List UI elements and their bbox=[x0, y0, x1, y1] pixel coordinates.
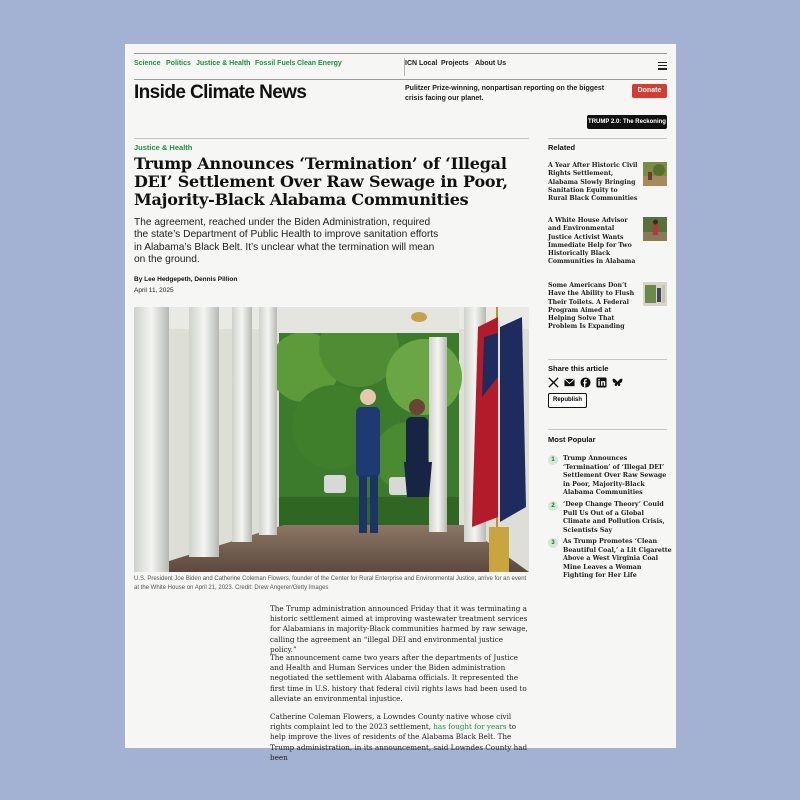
nav-icn-local[interactable]: ICN Local bbox=[405, 60, 438, 67]
article-headline: Trump Announces ‘Termination’ of ‘Illegal DEI’ Settlement Over Raw Sewage in Poor, Majority-Black Alabama Communities bbox=[134, 154, 508, 209]
hero-photo bbox=[134, 307, 529, 572]
bluesky-icon[interactable] bbox=[612, 377, 623, 388]
top-nav bbox=[134, 53, 667, 80]
nav-fossil-fuels[interactable]: Fossil Fuels bbox=[255, 60, 296, 67]
related-thumbnail[interactable] bbox=[643, 162, 667, 186]
site-logo[interactable]: Inside Climate News bbox=[134, 82, 307, 103]
x-icon[interactable] bbox=[548, 377, 559, 388]
related-heading: Related bbox=[548, 143, 576, 152]
menu-icon[interactable] bbox=[658, 62, 667, 70]
rank-badge: 3 bbox=[548, 538, 558, 548]
related-item[interactable] bbox=[548, 282, 667, 342]
article-paragraph: The announcement came two years after the departments of Justice and Health and Human Services under the Biden administration negotiated the settlement with Alabama officials. It represented the first time in U.S. history that federal civil rights laws had been used to alleviate an environmental injustice. bbox=[270, 653, 527, 703]
promo-button[interactable]: TRUMP 2.0: The Reckoning bbox=[587, 115, 667, 129]
nav-clean-energy[interactable]: Clean Energy bbox=[297, 60, 342, 67]
nav-projects[interactable]: Projects bbox=[441, 60, 469, 67]
republish-button[interactable]: Republish bbox=[548, 393, 587, 408]
nav-about-us[interactable]: About Us bbox=[475, 60, 507, 67]
article-byline: By Lee Hedgepeth, Dennis Pillion bbox=[134, 276, 238, 283]
related-item[interactable] bbox=[548, 162, 667, 222]
article-paragraph: The Trump administration announced Friday that it was terminating a historic settlement aimed at improving wastewater treatment services for Alabamians in majority-Black communities harmed by raw sewage, calling the agreement an “illegal DEI and environmental justice policy.” bbox=[270, 604, 528, 654]
popular-title[interactable]: ‘Deep Change Theory’ Could Pull Us Out of a Global Climate and Pollution Crisis, Scientists Say bbox=[563, 501, 665, 534]
linkedin-icon[interactable] bbox=[596, 377, 607, 388]
related-title[interactable]: A Year After Historic Civil Rights Settlement, Alabama Slowly Bringing Sanitation Equity to Rural Black Communities bbox=[548, 162, 638, 203]
divider bbox=[548, 359, 667, 360]
related-thumbnail[interactable] bbox=[643, 282, 667, 306]
article-dek: The agreement, reached under the Biden Administration, required the state’s Department of Public Health to improve sanitation efforts in Alabama’s Black Belt. It’s unclear what the termination will mean on the ground. bbox=[134, 217, 439, 265]
divider bbox=[548, 429, 667, 430]
divider bbox=[134, 138, 529, 139]
share-heading: Share this article bbox=[548, 364, 609, 373]
most-popular-heading: Most Popular bbox=[548, 435, 596, 444]
article-kicker[interactable]: Justice & Health bbox=[134, 143, 193, 152]
paragraph-text: to help improve the lives of residents of the Alabama Black Belt. The Trump administration, in its announcement, said Lowndes County had been bbox=[270, 722, 528, 762]
related-thumbnail[interactable] bbox=[643, 217, 667, 241]
related-title[interactable]: Some Americans Don’t Have the Ability to Flush Their Toilets. A Federal Program Aimed at Helping Solve That Problem Is Expanding bbox=[548, 282, 635, 331]
popular-title[interactable]: Trump Announces ‘Termination’ of ‘Illegal DEI’ Settlement Over Raw Sewage in Poor, Majority-Black Alabama Communities bbox=[563, 455, 667, 496]
inline-link[interactable]: has fought for years bbox=[433, 722, 507, 732]
related-item[interactable] bbox=[548, 217, 667, 277]
rank-badge: 2 bbox=[548, 501, 558, 511]
rank-badge: 1 bbox=[548, 455, 558, 465]
paragraph-text: Catherine Coleman Flowers, a Lowndes County native whose civil rights complaint led to the 2023 settlement, bbox=[270, 712, 512, 732]
nav-science[interactable]: Science bbox=[134, 60, 161, 67]
article-page bbox=[125, 44, 676, 762]
related-title[interactable]: A White House Advisor and Environmental Justice Activist Wants Immediate Help for Two Historically Black Communities in Alabama bbox=[548, 217, 636, 266]
article-paragraph bbox=[270, 712, 530, 763]
facebook-icon[interactable] bbox=[580, 377, 591, 388]
email-icon[interactable] bbox=[564, 377, 575, 388]
popular-title[interactable]: As Trump Promotes ‘Clean Beautiful Coal,’ a Lit Cigarette Above a West Virginia Coal Mine Leaves a Woman Fighting for Her Life bbox=[563, 538, 672, 579]
donate-button[interactable]: Donate bbox=[632, 84, 667, 98]
site-tagline: Pulitzer Prize-winning, nonpartisan reporting on the biggest crisis facing our planet. bbox=[405, 85, 605, 102]
nav-justice-health[interactable]: Justice & Health bbox=[196, 60, 251, 67]
divider bbox=[548, 138, 667, 139]
article-date: April 11, 2025 bbox=[134, 287, 174, 294]
photo-caption: U.S. President Joe Biden and Catherine Coleman Flowers, founder of the Center for Rural Enterprise and Environmental Justice, arrive for an event at the White House on April 21, 2023. Credit: Drew Angerer/Getty Images bbox=[134, 576, 527, 591]
nav-politics[interactable]: Politics bbox=[166, 60, 191, 67]
